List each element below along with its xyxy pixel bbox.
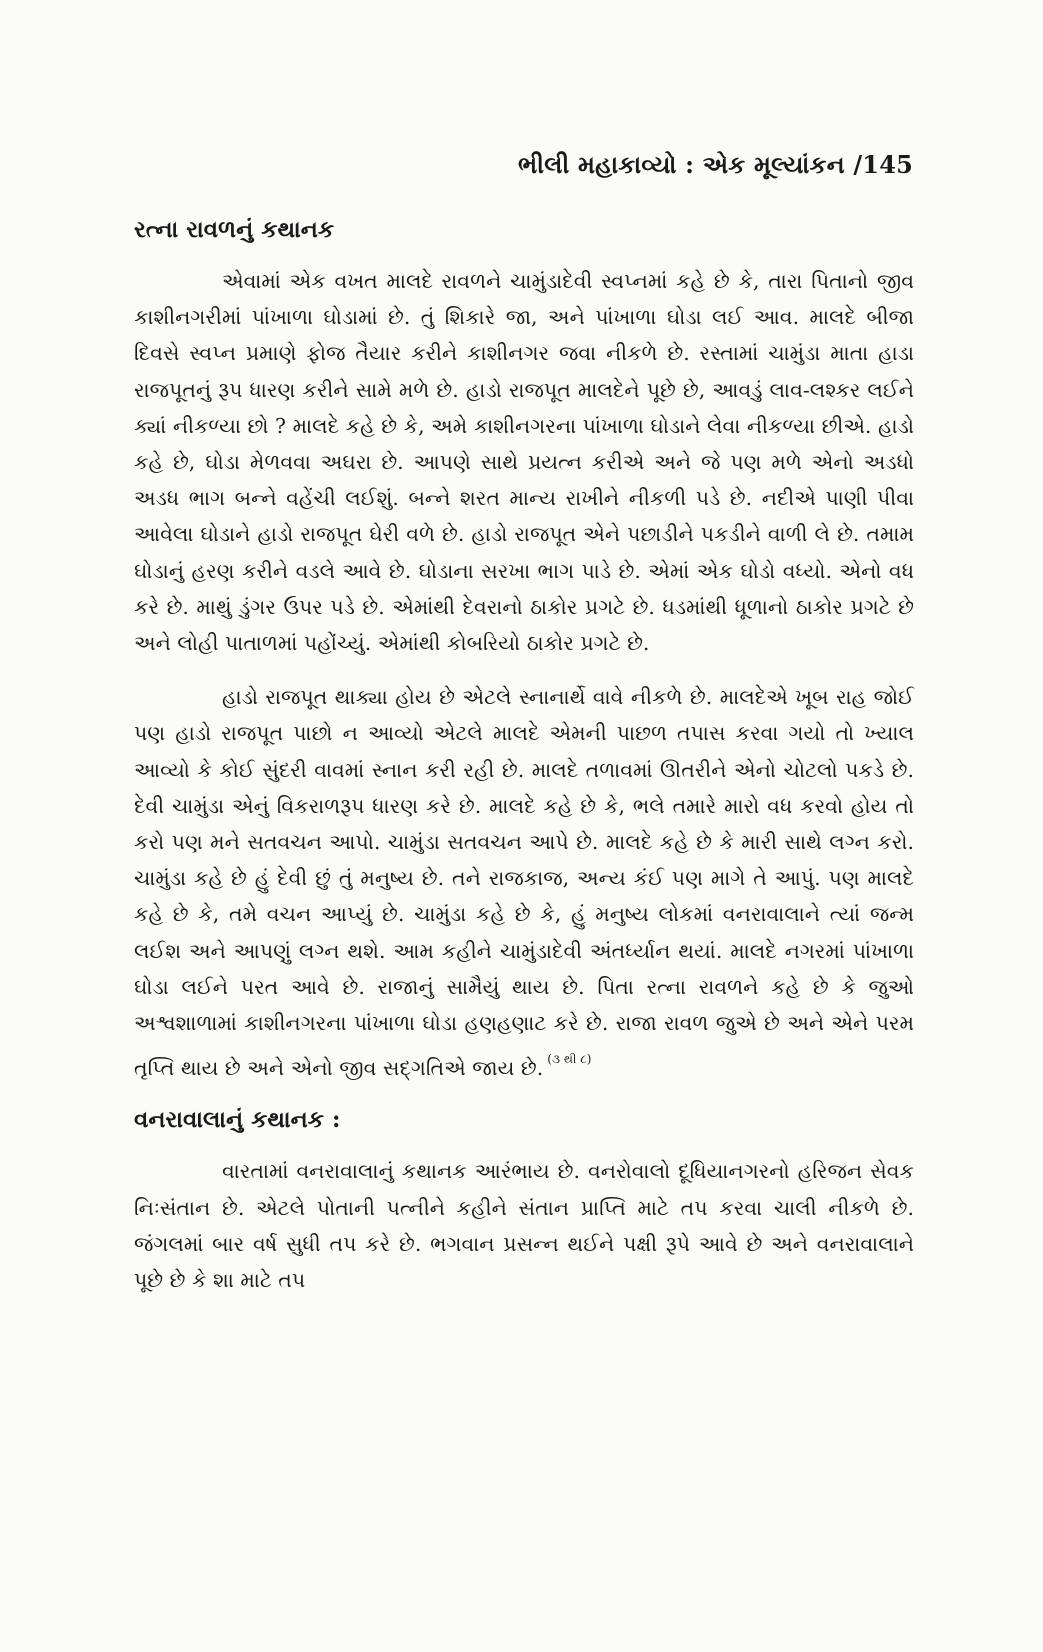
paragraph-2-text: હાડો રાજપૂત થાક્યા હોય છે એટલે સ્નાનાર્થે વાવે નીકળે છે. માલદેએ ખૂબ રાહ જોઈ પણ હાડો રાજપૂત પાછો ન આવ્યો એટલે માલદે એમની પાછળ તપાસ કરવા ગયો તો ખ્યાલ આવ્યો કે કોઈ સુંદરી વાવમાં સ્નાન કરી રહી છે. માલદે તળાવમાં ઊતરીને એનો ચોટલો પકડે છે. દેવી ચામુંડા એનું વિકરાળરૂપ ધારણ કરે છે. માલદે કહે છે કે, ભલે તમારે મારો વધ કરવો હોય તો કરો પણ મને સતવચન આપો. ચામુંડા સતવચન આપે છે. માલદે કહે છે કે મારી સાથે લગ્ન કરો. ચામુંડા કહે છે હું દેવી છું તું મનુષ્ય છે. તને રાજકાજ, અન્ય કંઈ પણ માગે તે આપું. પણ માલદે કહે છે કે, તમે વચન આપ્યું છે. ચામુંડા કહે છે કે, હું મનુષ્ય લોકમાં વનરાવાલાને ત્યાં જન્મ લઈશ અને આપણું લગ્ન થશે. આમ કહીને ચામુંડાદેવી અંતર્ધ્યાન થયાં. માલદે નગરમાં પાંખાળા ઘોડા લઈને પરત આવે છે. રાજાનું સામૈયું થાય છે. પિતા રત્ના રાવળને કહે છે કે જુઓ અશ્વશાળામાં કાશીનગરના પાંખાળા ઘોડા હણહણાટ કરે છે. રાજા રાવળ જુએ છે અને એને પરમ તૃપ્તિ થાય છે અને એનો જીવ સદ્ગતિએ જાય છે. <box>134 685 914 1081</box>
section-heading-vanravala: વનરાવાલાનું કથાનક : <box>134 1106 341 1134</box>
paragraph-3: વારતામાં વનરાવાલાનું કથાનક આરંભાય છે. વનરોવાલો દૂધિયાનગરનો હરિજન સેવક નિઃસંતાન છે. એટલે પોતાની પત્નીને કહીને સંતાન પ્રાપ્તિ માટે તપ કરવા ચાલી નીકળે છે. જંગલમાં બાર વર્ષ સુધી તપ કરે છે. ભગવાન પ્રસન્ન થઈને પક્ષી રૂપે આવે છે અને વનરાવાલાને પૂછે છે કે શા માટે તપ <box>134 1159 914 1293</box>
paragraph-2 <box>134 679 914 1086</box>
section-heading-ratna-raval: રત્ના રાવળનું કથાનક <box>134 216 335 243</box>
page-body <box>134 216 914 1298</box>
running-head: ભીલી મહાકાવ્યો : એક મૂલ્યાંકન /145 <box>517 150 913 179</box>
footnote-reference: (૩ થી ૮) <box>547 1052 592 1067</box>
paragraph-1: એવામાં એક વખત માલદે રાવળને ચામુંડાદેવી સ્વપ્નમાં કહે છે કે, તારા પિતાનો જીવ કાશીનગરીમાં પાંખાળા ઘોડામાં છે. તું શિકારે જા, અને પાંખાળા ઘોડા લઈ આવ. માલદે બીજા દિવસે સ્વપ્ન પ્રમાણે ફોજ તૈયાર કરીને કાશીનગર જવા નીકળે છે. રસ્તામાં ચામુંડા માતા હાડા રાજપૂતનું રૂપ ધારણ કરીને સામે મળે છે. હાડો રાજપૂત માલદેને પૂછે છે, આવડું લાવ-લશ્કર લઈને ક્યાં નીકળ્યા છો ? માલદે કહે છે કે, અમે કાશીનગરના પાંખાળા ઘોડાને લેવા નીકળ્યા છીએ. હાડો કહે છે, ઘોડા મેળવવા અઘરા છે. આપણે સાથે પ્રયત્ન કરીએ અને જે પણ મળે એનો અડધો અડધ ભાગ બન્ને વહેંચી લઈશું. બન્ને શરત માન્ય રાખીને નીકળી પડે છે. નદીએ પાણી પીવા આવેલા ઘોડાને હાડો રાજપૂત ઘેરી વળે છે. હાડો રાજપૂત એને પછાડીને પકડીને વાળી લે છે. તમામ ઘોડાનું હરણ કરીને વડલે આવે છે. ઘોડાના સરખા ભાગ પાડે છે. એમાં એક ઘોડો વધ્યો. એનો વધ કરે છે. માથું ડુંગર ઉપર પડે છે. એમાંથી દેવરાનો ઠાકોર પ્રગટે છે. ધડમાંથી ધૂળાનો ઠાકોર પ્રગટે છે અને લોહી પાતાળમાં પહોંચ્યું. એમાંથી કોબરિયો ઠાકોર પ્રગટે છે. <box>134 269 914 656</box>
